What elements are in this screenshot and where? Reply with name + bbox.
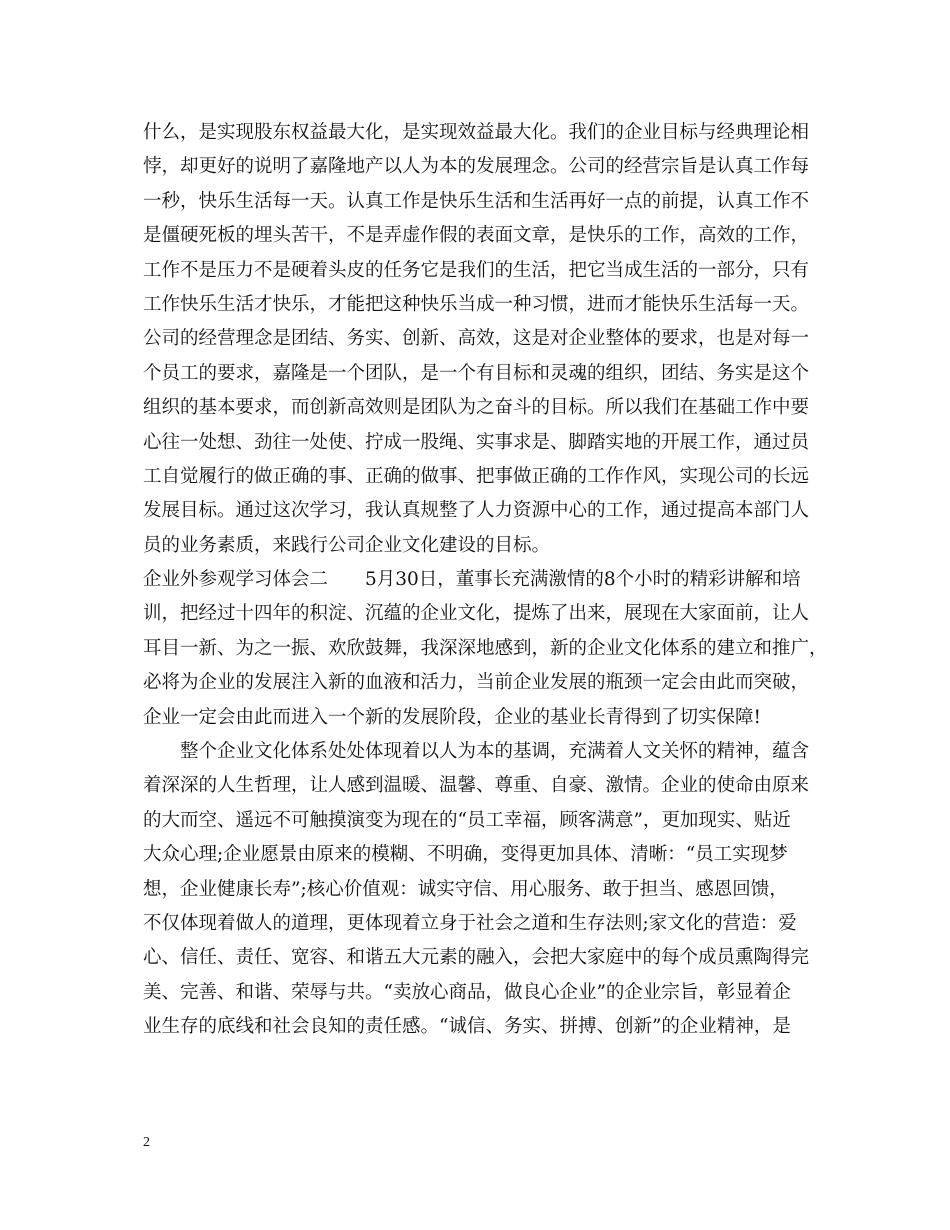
text-line: 工作不是压力不是硬着头皮的任务它是我们的生活，把它当成生活的一部分，只有 [143, 259, 810, 281]
text-line: 工作快乐生活才快乐，才能把这种快乐当成一种习惯，进而才能快乐生活每一天。 [143, 293, 810, 315]
text-line: 必将为企业的发展注入新的血液和活力，当前企业发展的瓶颈一定会由此而突破， [143, 672, 810, 694]
text-line: 工自觉履行的做正确的事、正确的做事、把事做正确的工作作风，实现公司的长远 [143, 465, 810, 487]
text-line: 大众心理;企业愿景由原来的模糊、不明确，变得更加具体、清晰：“员工实现梦 [143, 844, 788, 866]
text-line: 不仅体现着做人的道理，更体现着立身于社会之道和生存法则;家文化的营造：爱 [143, 912, 797, 934]
text-line: 发展目标。通过这次学习，我认真规整了人力资源中心的工作，通过提高本部门人 [143, 500, 810, 522]
text-line: 组织的基本要求，而创新高效则是团队为之奋斗的目标。所以我们在基础工作中要 [143, 397, 810, 419]
text-line: 心、信任、责任、宽容、和谐五大元素的融入，会把大家庭中的每个成员熏陶得完 [143, 947, 810, 969]
text-line: 心往一处想、劲往一处使、拧成一股绳、实事求是、脚踏实地的开展工作，通过员 [143, 431, 810, 453]
text-line: 的大而空、遥远不可触摸演变为现在的“员工幸福，顾客满意”，更加现实、贴近 [143, 809, 791, 831]
text-line: 美、完善、和谐、荣辱与共。“卖放心商品，做良心企业”的企业宗旨，彰显着企 [143, 981, 791, 1003]
text-line: 着深深的人生哲理，让人感到温暖、温馨、尊重、自豪、激情。企业的使命由原来 [143, 775, 810, 797]
text-line: 员的业务素质，来践行公司企业文化建设的目标。 [143, 534, 551, 556]
text-line: 训，把经过十四年的积淀、沉蕴的企业文化，提炼了出来，展现在大家面前，让人 [143, 603, 810, 625]
text-line: 企业外参观学习体会二 5月30日，董事长充满激情的8个小时的精彩讲解和培 [143, 569, 801, 591]
body-text [143, 116, 828, 1045]
text-line: 一秒，快乐生活每一天。认真工作是快乐生活和生活再好一点的前提，认真工作不 [143, 190, 810, 212]
text-line: 悖，却更好的说明了嘉隆地产以人为本的发展理念。公司的经营宗旨是认真工作每 [143, 156, 810, 178]
text-line: 想，企业健康长寿”;核心价值观：诚实守信、用心服务、敢于担当、感恩回馈， [143, 878, 788, 900]
text-line: 个员工的要求，嘉隆是一个团队，是一个有目标和灵魂的组织，团结、务实是这个 [143, 362, 810, 384]
text-line: 整个企业文化体系处处体现着以人为本的基调，充满着人文关怀的精神，蕴含 [143, 741, 810, 763]
page-number: 2 [143, 1135, 150, 1150]
text-line: 企业一定会由此而进入一个新的发展阶段，企业的基业长青得到了切实保障! [143, 706, 761, 728]
text-line: 业生存的底线和社会良知的责任感。“诚信、务实、拼搏、创新”的企业精神，是 [143, 1016, 791, 1038]
text-line: 是僵硬死板的埋头苦干，不是弄虚作假的表面文章，是快乐的工作，高效的工作， [143, 225, 810, 247]
text-line: 什么，是实现股东权益最大化，是实现效益最大化。我们的企业目标与经典理论相 [143, 122, 810, 143]
text-line: 耳目一新、为之一振、欢欣鼓舞，我深深地感到，新的企业文化体系的建立和推广， [143, 637, 828, 659]
text-line: 公司的经营理念是团结、务实、创新、高效，这是对企业整体的要求，也是对每一 [143, 328, 810, 350]
